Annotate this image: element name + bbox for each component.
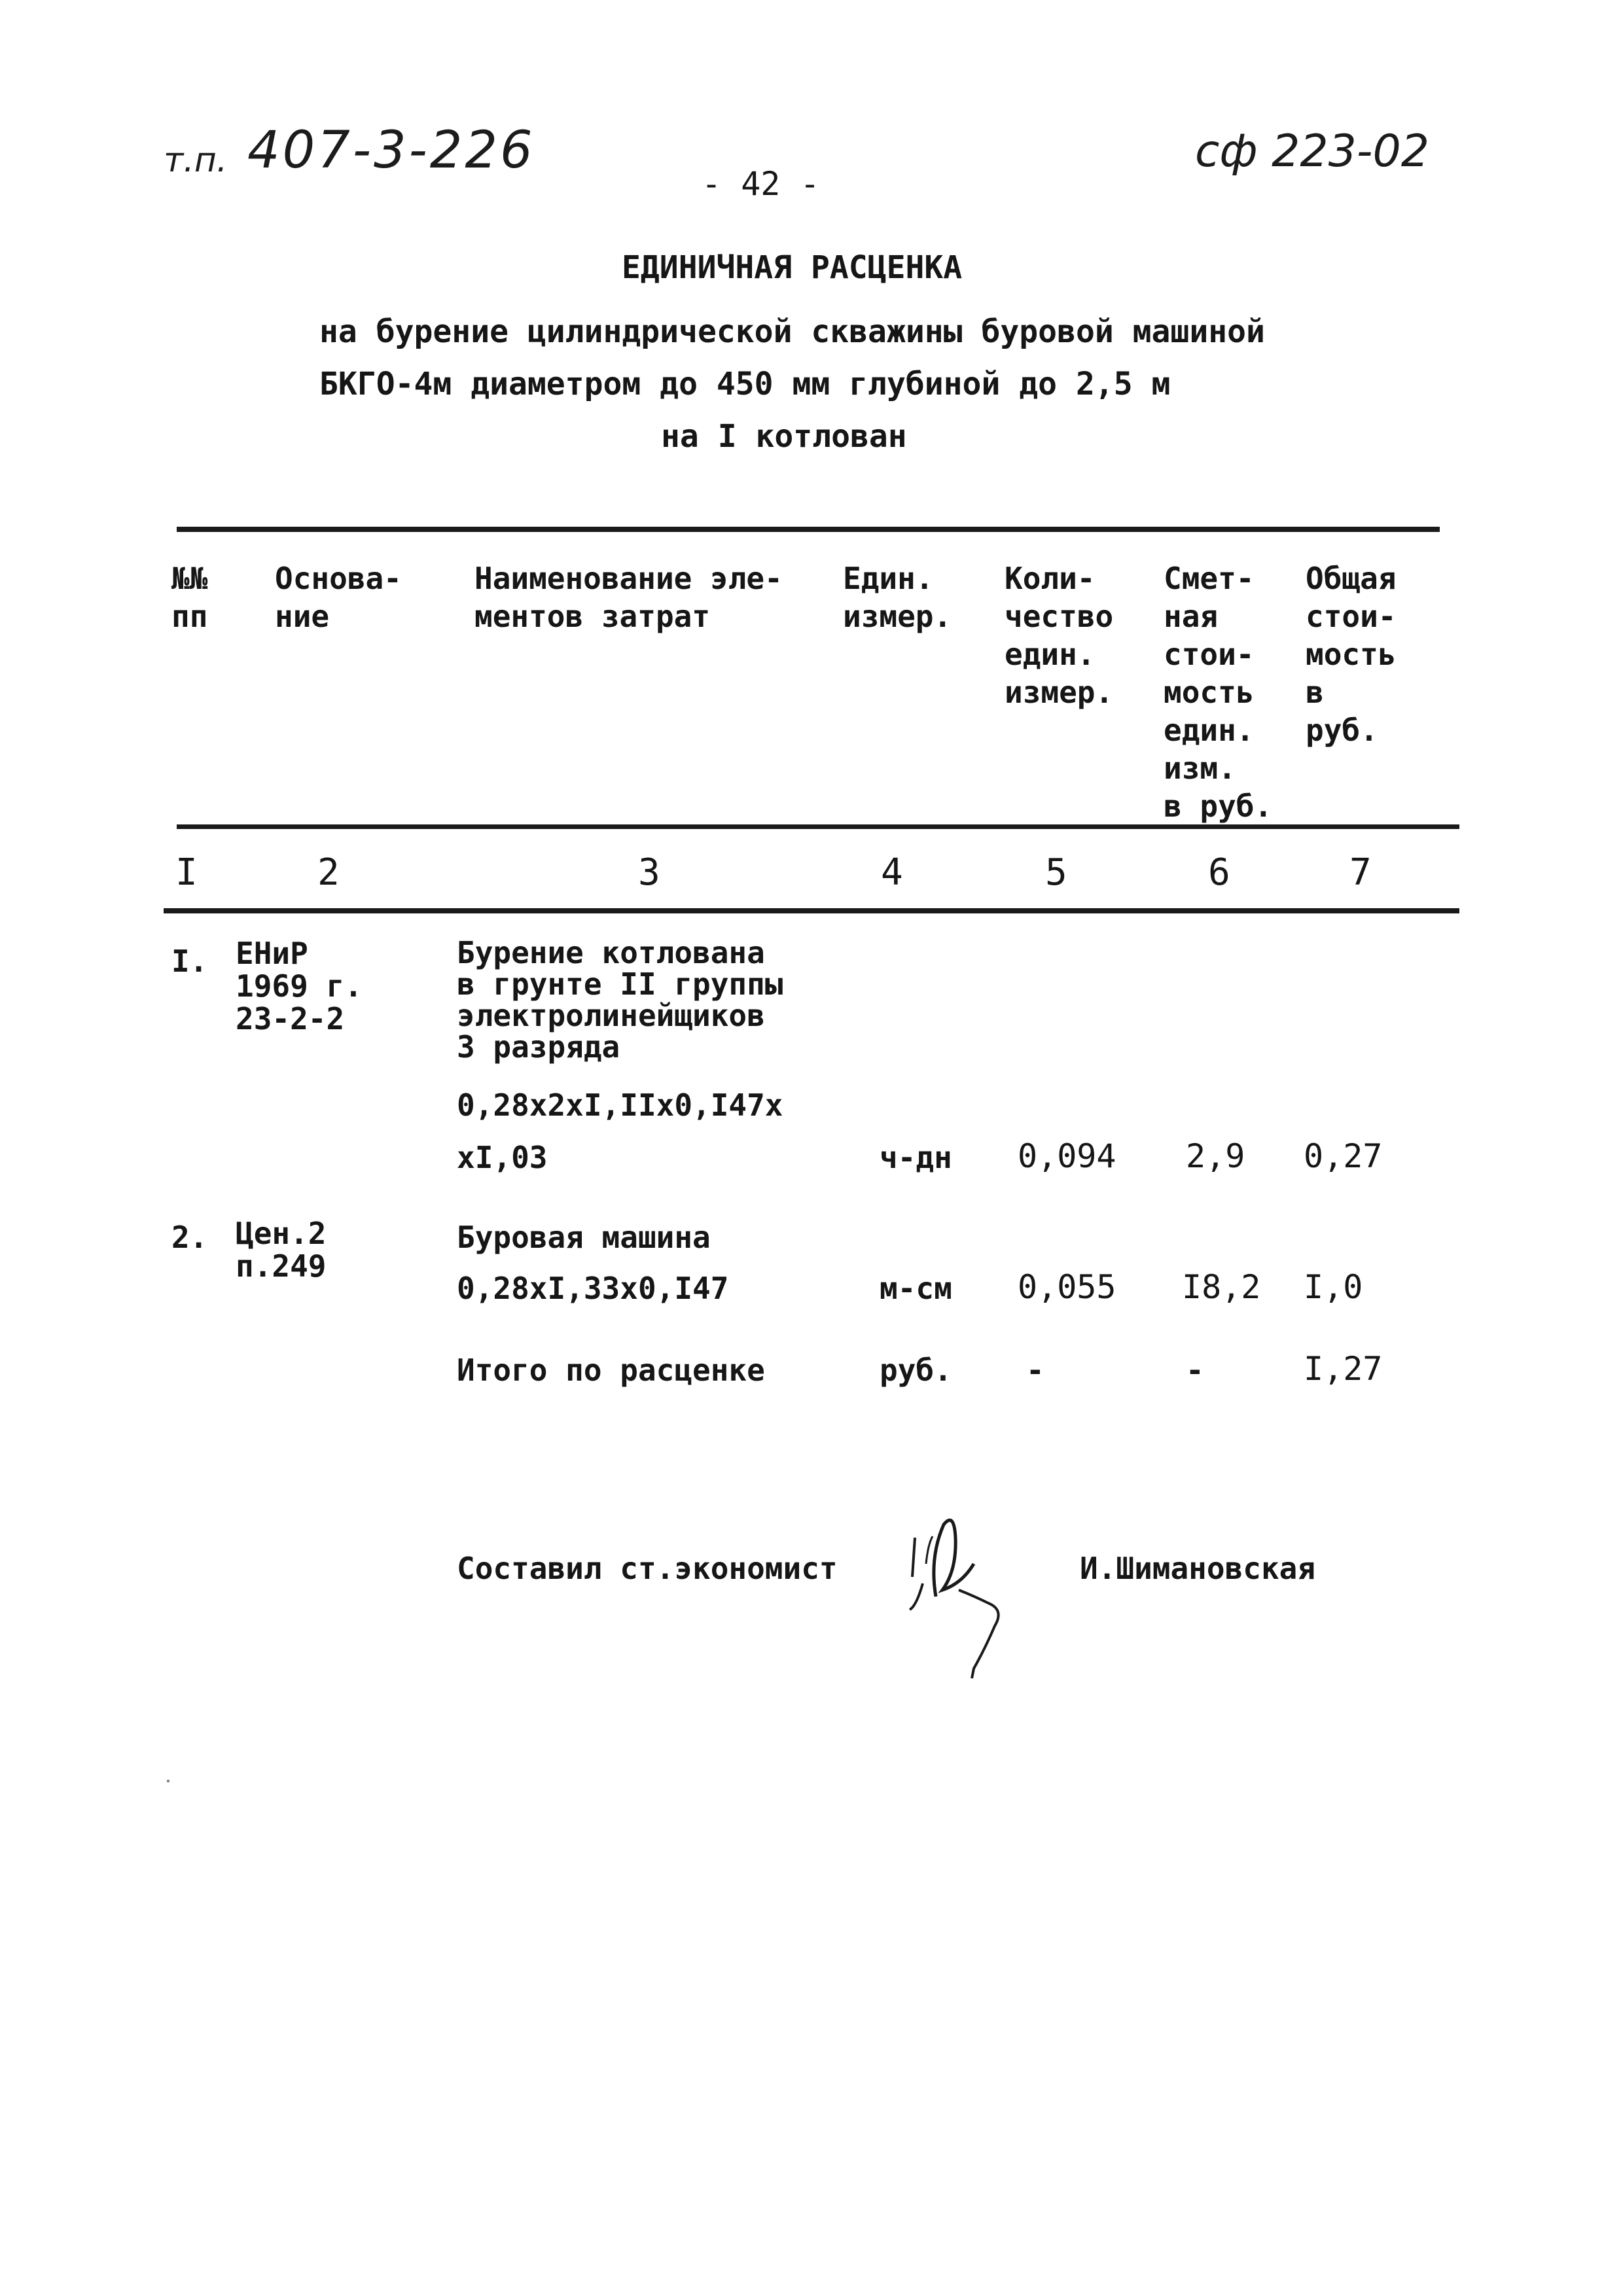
row1-unit: ч-дн: [880, 1140, 952, 1175]
signature-label: Составил ст.экономист: [457, 1551, 838, 1586]
scan-speck: [167, 1780, 169, 1782]
row2-basis: Цен.2 п.249: [236, 1216, 327, 1284]
table-top-rule: [177, 527, 1440, 532]
column-number-6: 6: [1208, 851, 1230, 894]
row1-total-cost: 0,27: [1304, 1137, 1383, 1175]
summary-unit-cost: -: [1186, 1352, 1204, 1388]
page-number: - 42 -: [702, 165, 820, 203]
header-unit-cost: Смет- ная стои- мость един. изм. в руб.: [1164, 561, 1273, 824]
row1-formula-line-2: хI,03: [457, 1140, 548, 1175]
title-line-3: на I котлован: [661, 418, 907, 455]
column-number-7: 7: [1349, 851, 1372, 894]
row2-cost-element: Буровая машина: [457, 1220, 711, 1255]
summary-label: Итого по расценке: [457, 1352, 765, 1388]
row1-formula-line-1: 0,28х2хI,IIх0,I47х: [457, 1087, 783, 1123]
header-bottom-rule: [177, 824, 1459, 829]
header-quantity: Коли- чество един. измер.: [1005, 561, 1114, 710]
header-unit: Един. измер.: [843, 561, 952, 634]
row1-basis: ЕНиР 1969 г. 23-2-2: [236, 936, 363, 1036]
row1-quantity: 0,094: [1018, 1137, 1116, 1175]
row1-unit-cost: 2,9: [1186, 1137, 1245, 1175]
row2-quantity: 0,055: [1018, 1268, 1116, 1306]
row2-number: 2.: [171, 1220, 208, 1255]
row2-unit-cost: I8,2: [1182, 1268, 1261, 1306]
header-basis: Основа- ние: [275, 561, 402, 634]
column-number-5: 5: [1045, 851, 1067, 894]
row1-cost-element: Бурение котлована в грунте II группы электролинейщиков 3 разряда: [457, 935, 783, 1065]
signature-name: И.Шимановская: [1080, 1551, 1316, 1586]
header-row-number: №№ пп: [171, 561, 208, 634]
summary-quantity: -: [1026, 1352, 1044, 1388]
column-numbers-bottom-rule: [164, 908, 1459, 913]
column-number-2: 2: [317, 851, 340, 894]
row2-total-cost: I,0: [1304, 1268, 1363, 1306]
row2-unit: м-см: [880, 1271, 952, 1306]
title-line-1: на бурение цилиндрической скважины буровой машиной: [319, 313, 1265, 350]
document-heading: ЕДИНИЧНАЯ РАСЦЕНКА: [622, 249, 963, 286]
column-number-4: 4: [881, 851, 903, 894]
row1-number: I.: [171, 944, 208, 979]
column-number-3: 3: [638, 851, 660, 894]
summary-unit: руб.: [880, 1352, 952, 1388]
column-number-1: I: [175, 851, 198, 894]
header-total-cost: Общая стои- мость в руб.: [1306, 561, 1397, 748]
row2-formula: 0,28хI,33х0,I47: [457, 1271, 729, 1306]
project-prefix: т.п.: [164, 141, 228, 180]
handwritten-signature: [897, 1498, 1047, 1695]
title-line-2: БКГО-4м диаметром до 450 мм глубиной до 2,5 м: [319, 366, 1171, 402]
header-cost-element: Наименование эле- ментов затрат: [474, 561, 783, 634]
summary-total-cost: I,27: [1304, 1350, 1383, 1388]
project-number: 407-3-226: [247, 121, 535, 180]
sheet-code: сф 223-02: [1195, 126, 1429, 177]
